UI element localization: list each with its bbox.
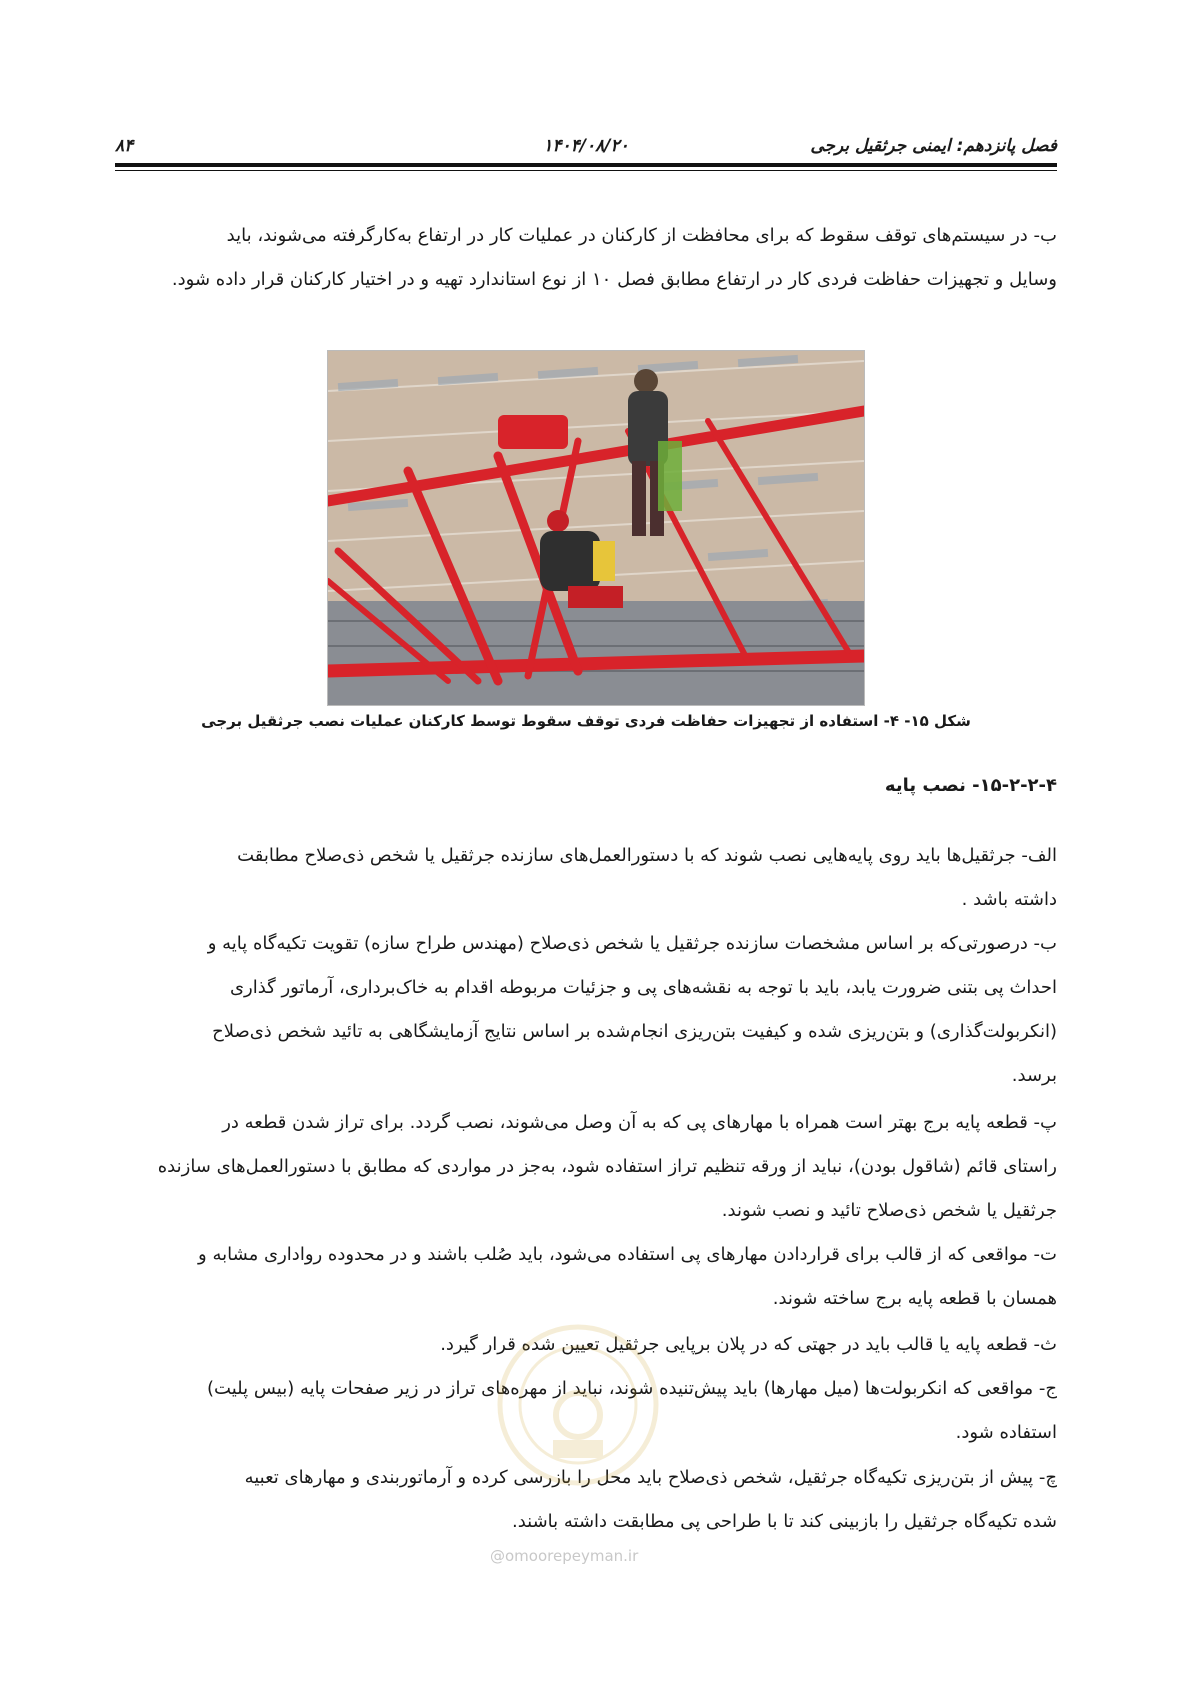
crane-workers-illustration — [328, 351, 864, 705]
paragraph-line: داشته باشد . — [961, 889, 1057, 910]
watermark-seal-icon — [493, 1320, 663, 1490]
paragraph-alef — [115, 834, 1057, 922]
figure-caption: شکل ۱۵- ۴- استفاده از تجهیزات حفاظت فردی توقف سقوط توسط کارکنان عملیات نصب جرثقیل برجی — [201, 712, 971, 730]
paragraph-line: (انکربولت‌گذاری) و بتن‌ریزی شده و کیفیت بتن‌ریزی انجام‌شده بر اساس نتایج آزمایشگاهی به تائید شخص ذی‌صلاح — [212, 1021, 1057, 1042]
paragraph-line: استفاده شود. — [955, 1422, 1057, 1443]
paragraph-line: راستای قائم (شاقول بودن)، نباید از ورقه تنظیم تراز استفاده شود، به‌جز در مواردی که مطابق با دستورالعمل‌های سازنده — [157, 1156, 1057, 1177]
paragraph-line: ت- مواقعی که از قالب برای قراردادن مهارهای پی استفاده می‌شود، باید صُلب باشند و در محدوده رواداری مشابه و — [198, 1244, 1057, 1265]
paragraph-line: همسان با قطعه پایه برج ساخته شوند. — [772, 1288, 1057, 1309]
paragraph-line: جرثقیل یا شخص ذی‌صلاح تائید و نصب شوند. — [721, 1200, 1057, 1221]
page-number: ۸۴ — [115, 136, 134, 156]
header-rule-thin — [115, 170, 1057, 171]
section-title: ۱۵-۲-۲-۴- نصب پایه — [884, 775, 1057, 796]
paragraph-line: ب- درصورتی‌که بر اساس مشخصات سازنده جرثقیل یا شخص ذی‌صلاح (مهندس طراح سازه) تقویت تکیه‌گاه پایه و — [207, 933, 1057, 954]
paragraph-line: شده تکیه‌گاه جرثقیل را بازبینی کند تا با طراحی پی مطابقت داشته باشند. — [511, 1511, 1057, 1532]
intro-line-1: ب- در سیستم‌های توقف سقوط که برای محافظت از کارکنان در عملیات کار در ارتفاع به‌کارگرفته می‌شوند، باید — [226, 225, 1057, 246]
paragraph-line: برسد. — [1011, 1065, 1057, 1086]
header-rule-thick — [115, 163, 1057, 167]
paragraph-line: ج- مواقعی که انکربولت‌ها (میل مهارها) باید پیش‌تنیده شوند، نباید از مهره‌های تراز در زیر صفحات پایه (بیس پلیت) — [207, 1378, 1057, 1399]
intro-line-2: وسایل و تجهیزات حفاظت فردی کار در ارتفاع مطابق فصل ۱۰ از نوع استاندارد تهیه و در اختیار کارکنان قرار داده شود. — [171, 269, 1057, 290]
header-date: ۱۴۰۴/۰۸/۲۰ — [543, 136, 629, 156]
intro-paragraph — [115, 214, 1057, 302]
paragraph-line: ث- قطعه پایه یا قالب باید در جهتی که در پلان برپایی جرثقیل تعیین شده قرار گیرد. — [440, 1334, 1057, 1355]
paragraph-line: چ- پیش از بتن‌ریزی تکیه‌گاه جرثقیل، شخص ذی‌صلاح باید محل را بازرسی کرده و آرماتوربندی و مهارهای تعبیه — [244, 1467, 1057, 1488]
watermark-url: @omoorepeyman.ir — [490, 1547, 639, 1565]
paragraph-be — [115, 922, 1057, 1098]
crane-safety-photo — [327, 350, 865, 706]
chapter-title: فصل پانزدهم: ایمنی جرثقیل برجی — [810, 136, 1057, 156]
paragraph-line: احداث پی بتنی ضرورت یابد، باید با توجه به نقشه‌های پی و جزئیات مربوطه اقدام به خاک‌برداری، آرماتور گذاری — [229, 977, 1057, 998]
page-header — [115, 130, 1057, 166]
paragraph-te — [115, 1233, 1057, 1321]
paragraph-pe — [115, 1101, 1057, 1233]
paragraph-line: پ- قطعه پایه برج بهتر است همراه با مهارهای پی که به آن وصل می‌شوند، نصب گردد. برای تراز شدن قطعه در — [222, 1112, 1057, 1133]
paragraph-line: الف- جرثقیل‌ها باید روی پایه‌هایی نصب شوند که با دستورالعمل‌های سازنده جرثقیل یا شخص ذی‌صلاح مطابقت — [237, 845, 1057, 866]
